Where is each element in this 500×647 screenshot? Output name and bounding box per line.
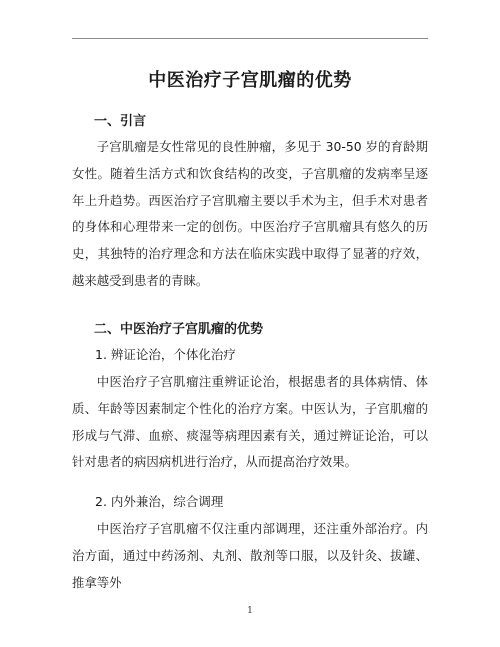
syndrome-differentiation-paragraph: 中医治疗子宫肌瘤注重辨证论治，根据患者的具体病情、体质、年龄等因素制定个性化的治疗方案。中医认为，子宫肌瘤的形成与气滞、血瘀、痰湿等病理因素有关，通过辨证论治，可以针对患者的病因病机进行治疗，从而提高治疗效果。 (72, 374, 428, 470)
header-rule (72, 38, 428, 39)
section-heading-advantages: 二、中医治疗子宫肌瘤的优势 (94, 322, 264, 337)
document-title: 中医治疗子宫肌瘤的优势 (148, 70, 352, 91)
introduction-paragraph: 子宫肌瘤是女性常见的良性肿瘤，多见于 30-50 岁的育龄期女性。随着生活方式和饮食结构的改变，子宫肌瘤的发病率呈逐年上升趋势。西医治疗子宫肌瘤主要以手术为主，但手术对患者的身体和心理带来一定的创伤。中医治疗子宫肌瘤具有悠久的历史，其独特的治疗理念和方法在临床实践中取得了显著的疗效，越来越受到患者的青睐。 (72, 139, 428, 288)
internal-external-paragraph: 中医治疗子宫肌瘤不仅注重内部调理，还注重外部治疗。内治方面，通过中药汤剂、丸剂、散剂等口服，以及针灸、拔罐、推拿等外 (72, 521, 428, 590)
subheading-internal-external: 2. 内外兼治，综合调理 (95, 494, 224, 509)
page-number: 1 (247, 606, 253, 616)
section-heading-introduction: 一、引言 (94, 114, 147, 129)
subheading-syndrome-differentiation: 1. 辨证论治，个体化治疗 (95, 347, 236, 362)
